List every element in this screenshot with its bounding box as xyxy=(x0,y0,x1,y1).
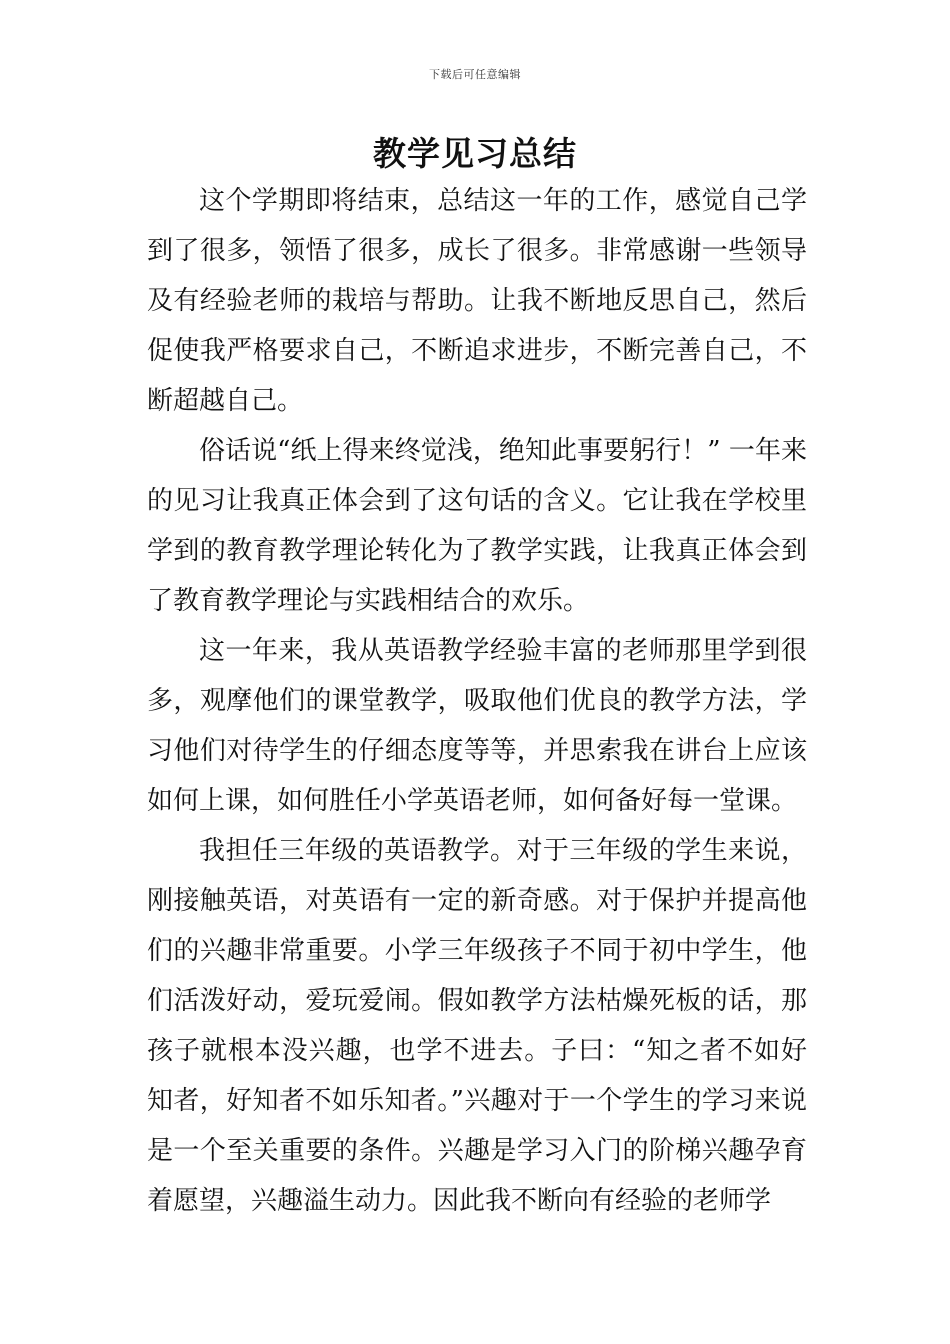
document-title: 教学见习总结 xyxy=(373,134,577,173)
header-note: 下载后可任意编辑 xyxy=(429,68,521,81)
paragraph-3: 这一年来，我从英语教学经验丰富的老师那里学到很多，观摩他们的课堂教学，吸取他们优良的教学方法，学习他们对待学生的仔细态度等等，并思索我在讲台上应该如何上课，如何胜任小学英语老师，如何备好每一堂课。 xyxy=(147,636,807,816)
paragraph-4: 我担任三年级的英语教学。对于三年级的学生来说，刚接触英语，对英语有一定的新奇感。对于保护并提高他们的兴趣非常重要。小学三年级孩子不同于初中学生，他们活泼好动，爱玩爱闹。假如教学方法枯燥死板的话，那孩子就根本没兴趣，也学不进去。子曰：“知之者不如好知者，好知者不如乐知者。”兴趣对于一个学生的学习来说是一个至关重要的条件。兴趣是学习入门的阶梯兴趣孕育着愿望，兴趣溢生动力。因此我不断向有经验的老师学 xyxy=(147,836,807,1216)
paragraph-1: 这个学期即将结束，总结这一年的工作，感觉自己学到了很多，领悟了很多，成长了很多。非常感谢一些领导及有经验老师的栽培与帮助。让我不断地反思自己，然后促使我严格要求自己，不断追求进步，不断完善自己，不断超越自己。 xyxy=(147,186,807,416)
paragraph-2: 俗话说“纸上得来终觉浅，绝知此事要躬行！” 一年来的见习让我真正体会到了这句话的含义。它让我在学校里学到的教育教学理论转化为了教学实践，让我真正体会到了教育教学理论与实践相结合的欢乐。 xyxy=(147,436,807,616)
document-body xyxy=(147,176,807,1226)
